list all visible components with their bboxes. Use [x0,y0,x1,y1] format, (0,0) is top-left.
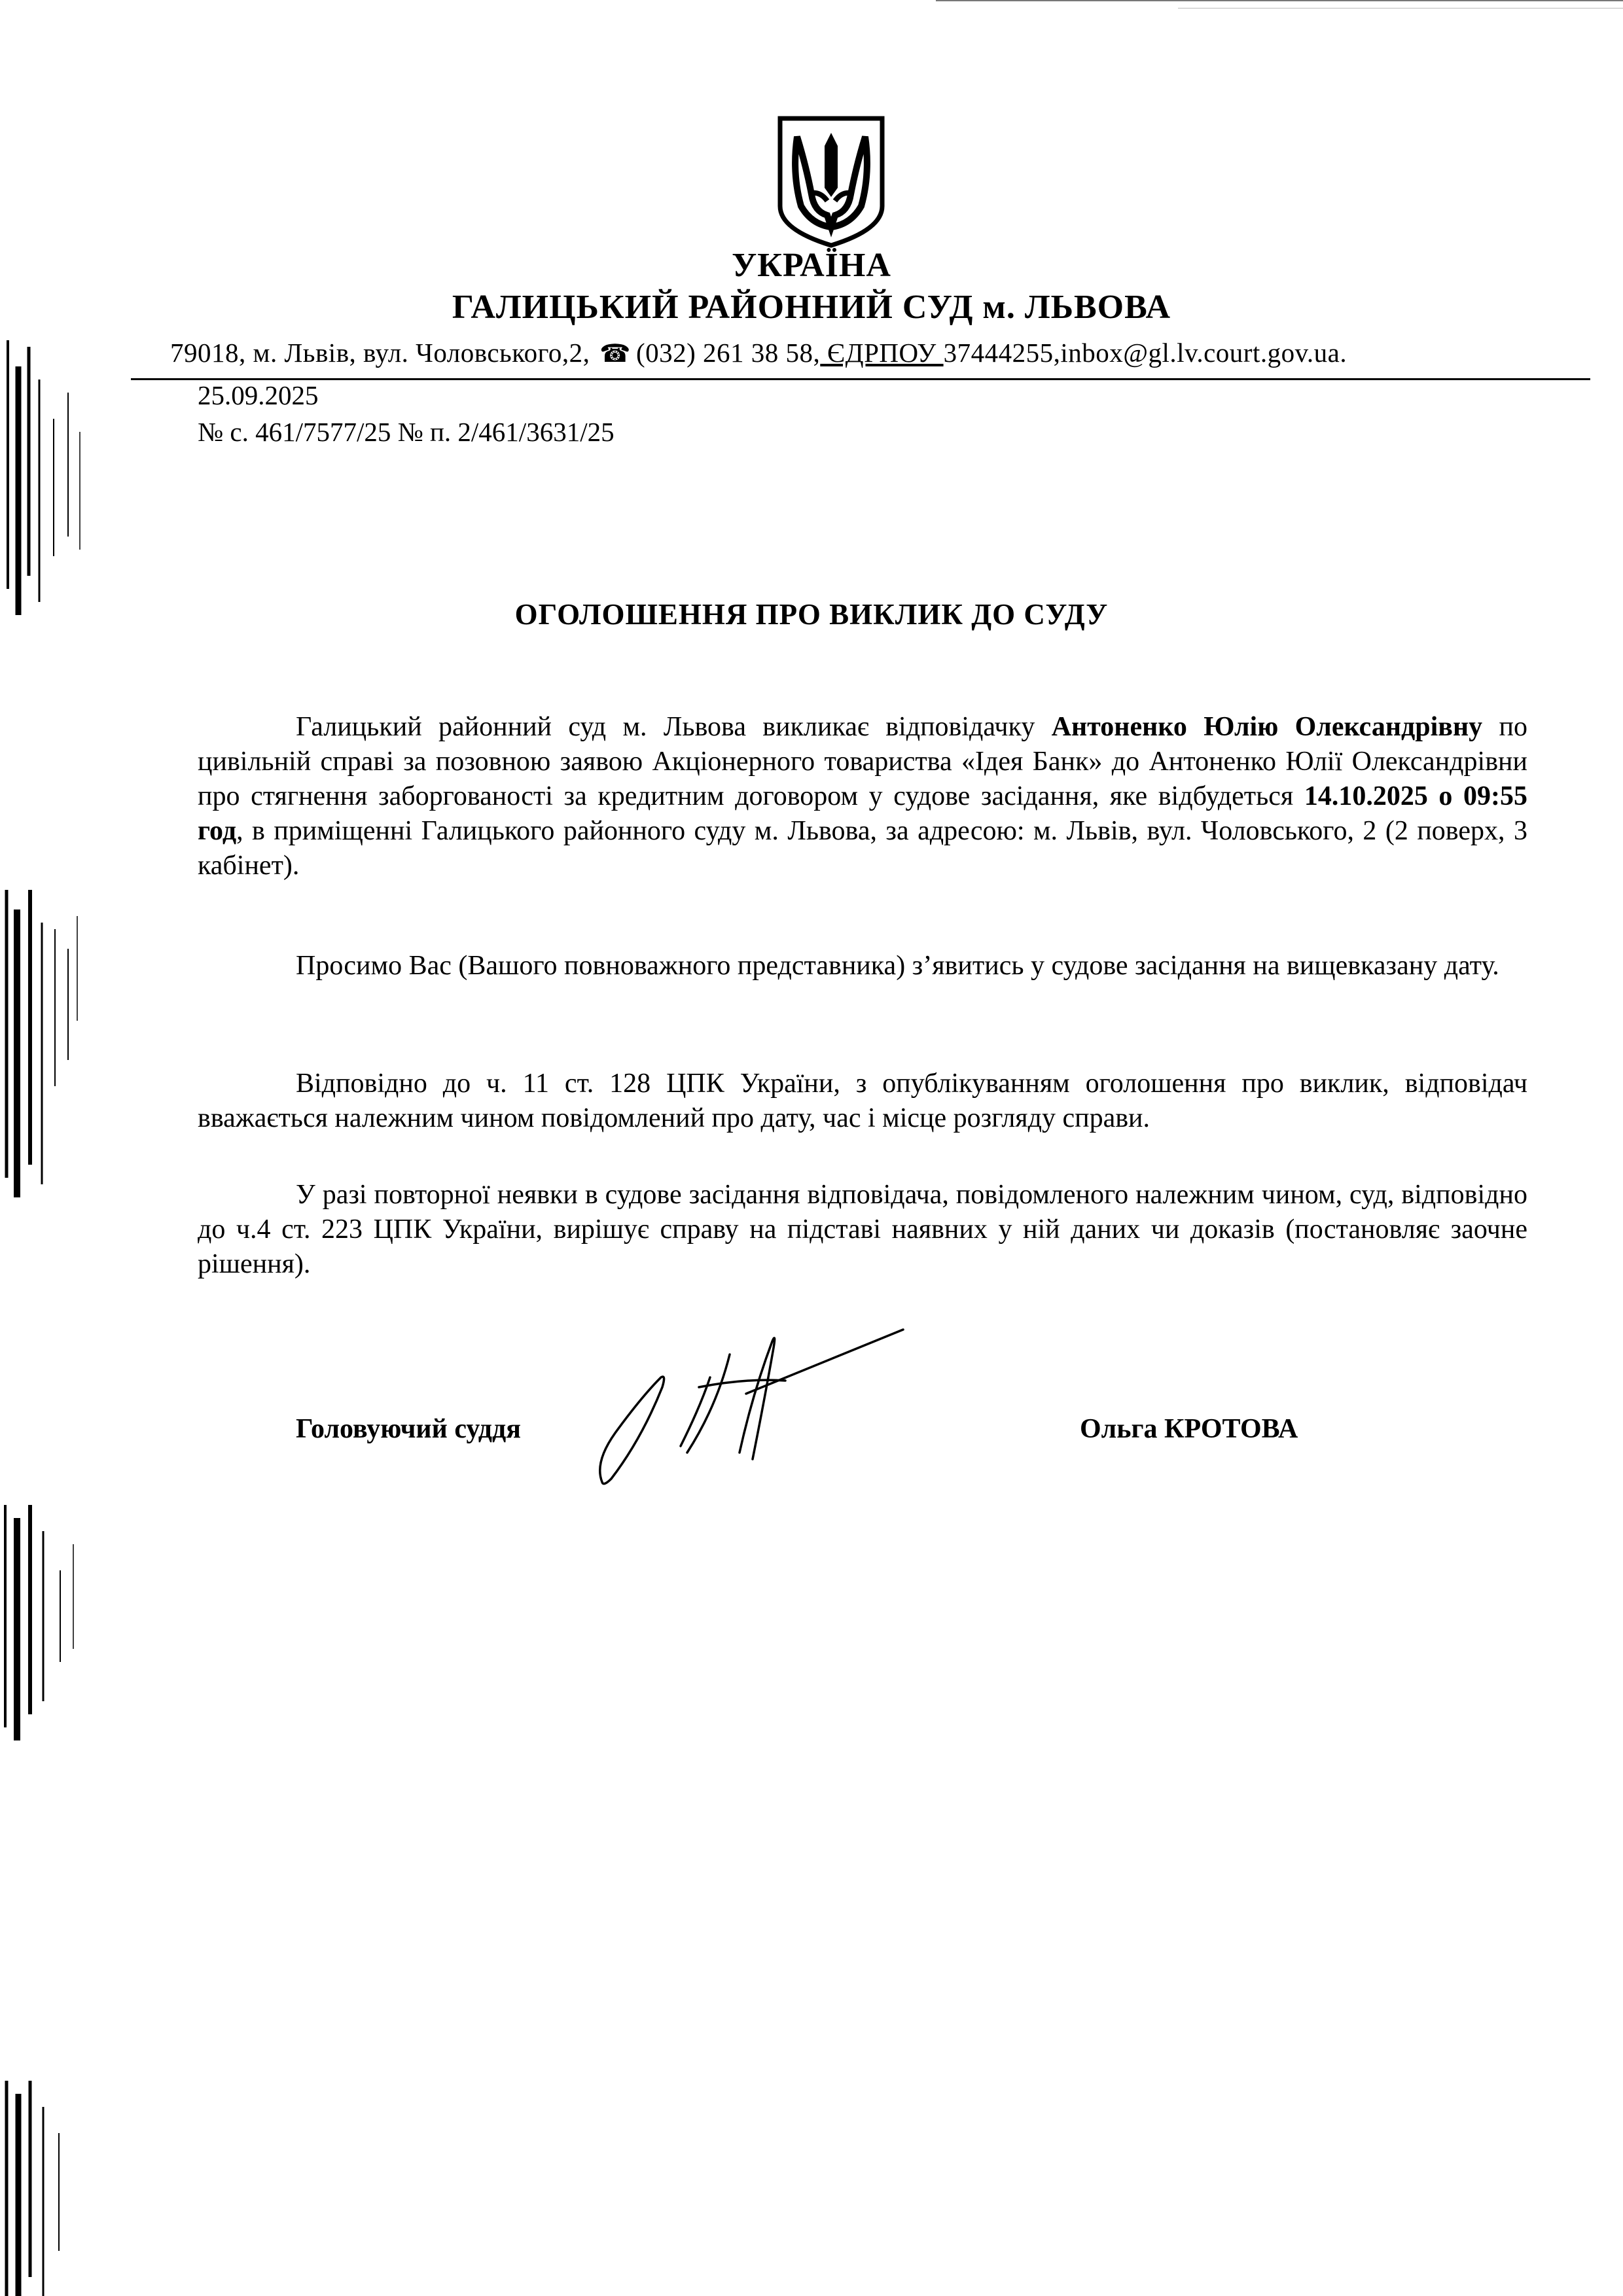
court-name: ГАЛИЦЬКИЙ РАЙОННИЙ СУД м. ЛЬВОВА [452,289,1171,326]
court-address [170,337,1347,368]
judge-name: Ольга КРОТОВА [1080,1414,1298,1444]
text-run: по цивільній справі за позовною заявою Акціонерного товариства «Ідея Банк» до Антоненко Юлії Олександрівни про стягнення заборгованості за кредитним договором у судове засідання, яке відбудеться [198,712,1527,811]
text-run: Відповідно до ч. 11 ст. 128 ЦПК України, з опублікуванням оголошення про виклик, відповідач вважається належним чином повідомлений про дату, час і місце розгляду справи. [198,1069,1527,1133]
document-title: ОГОЛОШЕННЯ ПРО ВИКЛИК ДО СУДУ [514,598,1109,631]
scan-edge-artifact [0,890,157,1197]
defendant-name: Антоненко Юлію Олександрівну [1051,712,1483,742]
address-part: 79018, м. Львів, вул. Чоловського,2, [170,338,597,368]
court-phone: (032) 261 38 58, [635,338,821,368]
header-rule [131,378,1590,380]
handwritten-signature [589,1315,929,1498]
trident-icon [772,115,890,249]
paragraph-consequences [198,1178,1527,1282]
scan-line [936,0,1623,1]
hearing-datetime: 14.10.2025 о 09:55 год [198,781,1527,846]
text-run: , в приміщенні Галицького районного суду м. Львова, за адресою: м. Львів, вул. Чоловського, 2 (2 поверх, 3 кабінет). [198,816,1527,881]
paragraph-request [198,949,1527,983]
country-title: УКРАЇНА [732,247,891,284]
scan-edge-artifact [0,2081,157,2296]
text-run: Галицький районний суд м. Львова викликає відповідачку [296,712,1052,742]
address-part: 37444255,inbox@gl.lv.court.gov.ua. [943,338,1347,368]
text-run: Просимо Вас (Вашого повноважного представника) з’явитись у судове засідання на вищевказану дату. [296,951,1499,981]
scan-edge-artifact [0,340,157,615]
document-date: 25.09.2025 [198,380,319,410]
telephone-icon: ☎ [599,340,631,368]
paragraph-legal-basis [198,1067,1527,1136]
edrpou-label: ЄДРПОУ [820,338,944,368]
text-run: У разі повторної неявки в судове засідання відповідача, повідомленого належним чином, суд, відповідно до ч.4 ст. 223 ЦПК України, вирішує справу на підставі наявних у ній даних чи доказів (постановляє заочне рішення). [198,1180,1527,1279]
case-numbers: № с. 461/7577/25 № п. 2/461/3631/25 [198,417,615,447]
signature-label: Головуючий суддя [296,1414,521,1444]
scan-line [1178,8,1623,9]
paragraph-summons [198,710,1527,883]
scan-edge-artifact [0,1505,157,1740]
